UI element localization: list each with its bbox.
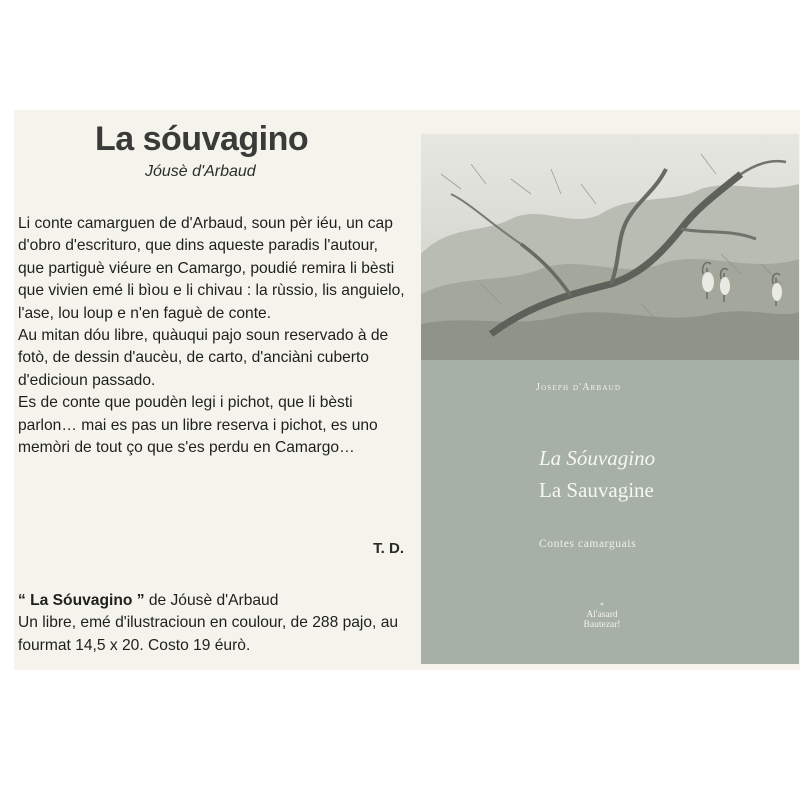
book-info bbox=[18, 590, 410, 657]
book-cover bbox=[421, 134, 799, 664]
article-body bbox=[18, 213, 406, 459]
article-paragraph: Li conte camarguen de d'Arbaud, soun pèr iéu, un cap d'obro d'escrituro, que dins aqueste paradis l'autour, que partiguè viéure en Camargo, poudié remira li bèsti que vivien emé li bìou e li chivau : la rùssio, lis anguielo, l'ase, lou loup e n'en faguè de conte. bbox=[18, 215, 405, 322]
book-details: Un libre, emé d'ilustracioun en coulour, de 288 pajo, au fourmat 14,5 x 20. Costo 19 éurò. bbox=[18, 614, 399, 654]
cover-author: Joseph d'Arbaud bbox=[536, 382, 622, 393]
cover-illustration bbox=[421, 134, 799, 360]
cover-subtitle: Contes camarguais bbox=[539, 538, 637, 550]
book-info-heading bbox=[18, 590, 410, 612]
article-author: Jóusè d'Arbaud bbox=[145, 163, 256, 180]
marsh-tree-engraving-icon bbox=[421, 134, 799, 360]
cover-title-occitan: La Sóuvagino bbox=[539, 446, 656, 470]
book-name: “ La Sóuvagino ” bbox=[18, 592, 145, 609]
publisher-name-line1: Al'asard bbox=[586, 610, 618, 620]
article-title: La sóuvagino bbox=[95, 120, 309, 158]
cover-title-french: La Sauvagine bbox=[539, 478, 654, 502]
article-paragraph: Au mitan dóu libre, quàuqui pajo soun reservado à de fotò, de dessin d'aucèu, de carto, d'anciàni cuberto d'edicioun passado. bbox=[18, 327, 389, 389]
publisher-star-icon: * bbox=[600, 601, 604, 610]
article-paragraph: Es de conte que poudèn legi i pichot, que li bèsti parlon… mai es pas un libre reserva i pichot, es uno memòri de tout ço que s'es perdu en Camargo… bbox=[18, 394, 378, 457]
publisher-name-line2: Bautezar! bbox=[583, 620, 621, 630]
book-by-author: de Jóusè d'Arbaud bbox=[144, 592, 279, 609]
publisher-logo bbox=[577, 602, 627, 630]
article-signature: T. D. bbox=[373, 540, 404, 557]
